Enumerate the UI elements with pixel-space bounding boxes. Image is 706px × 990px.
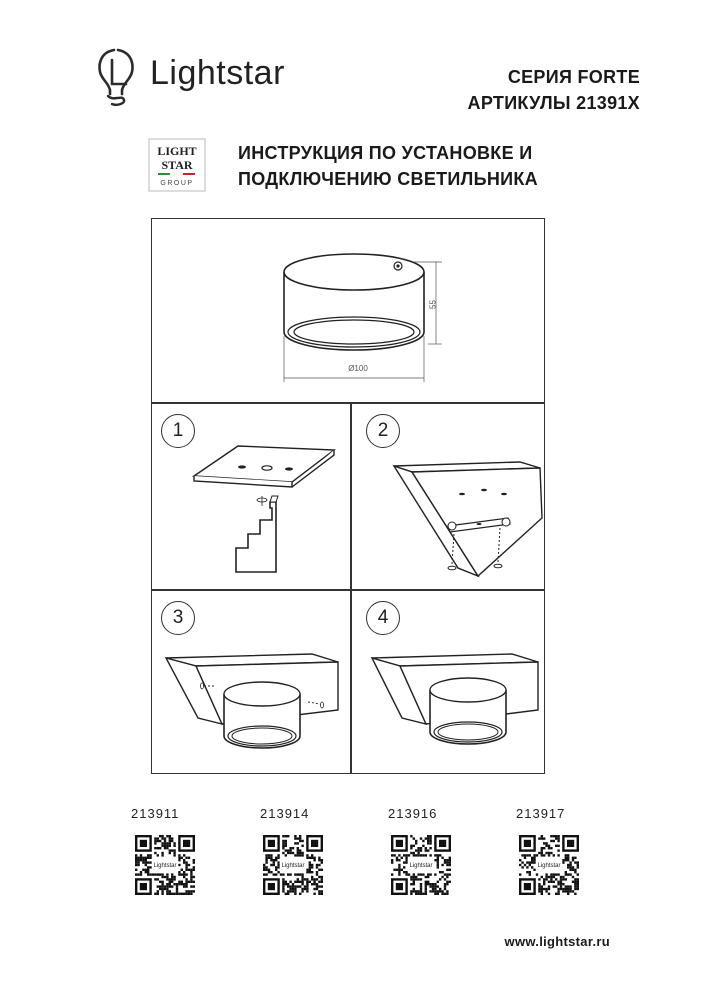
qr-code-4[interactable]: [518, 834, 580, 896]
frame-divider: [151, 402, 545, 404]
instruction-title-line2: ПОДКЛЮЧЕНИЮ СВЕТИЛЬНИКА: [238, 169, 538, 189]
series-block: [468, 64, 640, 116]
article-code-4: 213917: [516, 806, 566, 821]
svg-text:GROUP: GROUP: [160, 180, 194, 187]
qr-badge-text: Lightstar: [281, 863, 305, 870]
article-code-2: 213914: [260, 806, 310, 821]
step-4-drawing: [368, 650, 544, 768]
article-code-1: 213911: [131, 806, 180, 821]
instruction-title: [238, 140, 538, 192]
luminaire-installed-icon: [368, 650, 544, 768]
brand-name: Lightstar: [150, 54, 285, 92]
step-number-2: 2: [366, 414, 400, 448]
series-title: СЕРИЯ FORTE: [507, 67, 640, 87]
step-number-3: 3: [161, 601, 195, 635]
qr-badge-text: Lightstar: [153, 863, 177, 870]
frame-divider: [350, 402, 352, 774]
qr-badge-text: Lightstar: [409, 863, 433, 870]
step-2-drawing: [386, 456, 546, 586]
lightstar-group-logo: [148, 138, 206, 192]
step-number-1: 1: [161, 414, 195, 448]
article-line: АРТИКУЛЫ 21391X: [467, 93, 640, 113]
product-dimension-drawing: [262, 236, 462, 396]
instruction-title-line1: ИНСТРУКЦИЯ ПО УСТАНОВКЕ И: [238, 143, 533, 163]
step-number-4: 4: [366, 601, 400, 635]
height-dimension-label: 55: [428, 300, 438, 309]
qr-code-3[interactable]: [390, 834, 452, 896]
luminaire-mounting-icon: [162, 650, 346, 768]
ceiling-bracket-icon: [386, 456, 546, 586]
frame-divider: [151, 589, 545, 591]
article-code-3: 213916: [388, 806, 438, 821]
qr-code-1[interactable]: [134, 834, 196, 896]
svg-text:STAR: STAR: [161, 158, 193, 172]
lightbulb-logo-icon: [96, 46, 156, 110]
svg-text:LIGHT: LIGHT: [157, 144, 197, 158]
website-link[interactable]: www.lightstar.ru: [504, 934, 610, 949]
step-1-drawing: [190, 440, 340, 580]
diameter-dimension-label: Ø100: [348, 364, 368, 373]
qr-code-2[interactable]: [262, 834, 324, 896]
mounting-plate-icon: [190, 440, 340, 580]
step-3-drawing: [162, 650, 346, 768]
qr-badge-text: Lightstar: [537, 863, 561, 870]
